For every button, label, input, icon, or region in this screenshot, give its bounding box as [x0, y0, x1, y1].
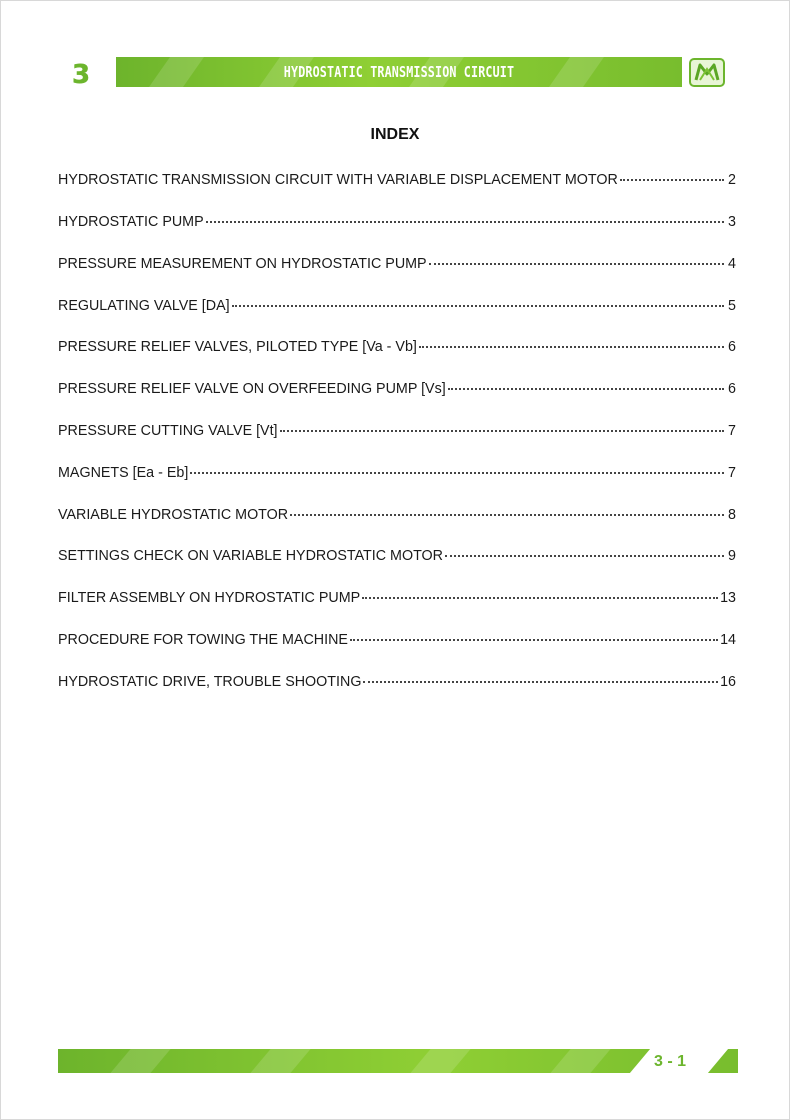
toc-entry[interactable]: [58, 502, 736, 544]
dot-leader: [429, 249, 724, 265]
toc-entry-page: 8: [728, 506, 736, 523]
dot-leader: [363, 667, 718, 683]
dot-leader: [362, 583, 718, 599]
toc-entry[interactable]: [58, 377, 736, 419]
toc-entry[interactable]: [58, 628, 736, 670]
toc-entry-label: PRESSURE RELIEF VALVES, PILOTED TYPE [Va - Vb]: [58, 339, 417, 356]
toc-entry[interactable]: [58, 335, 736, 377]
toc-entry-page: 6: [728, 339, 736, 356]
dot-leader: [232, 290, 724, 306]
chapter-title: HYDROSTATIC TRANSMISSION CIRCUIT: [283, 63, 515, 81]
toc-entry-label: HYDROSTATIC DRIVE, TROUBLE SHOOTING: [58, 673, 362, 690]
toc-entry-page: 3: [728, 214, 736, 231]
toc-entry-page: 16: [720, 673, 736, 690]
toc-entry[interactable]: [58, 210, 736, 252]
toc-entry-page: 7: [728, 464, 736, 481]
dot-leader: [448, 374, 724, 390]
toc-entry-label: VARIABLE HYDROSTATIC MOTOR: [58, 506, 289, 523]
toc-entry[interactable]: [58, 168, 736, 210]
toc-entry[interactable]: [58, 670, 736, 712]
table-of-contents: [58, 168, 736, 711]
dot-leader: [350, 625, 718, 641]
toc-entry[interactable]: [58, 461, 736, 503]
toc-entry-label: PRESSURE MEASUREMENT ON HYDROSTATIC PUMP: [58, 255, 427, 272]
chapter-number: 3: [72, 60, 91, 90]
toc-entry-label: HYDROSTATIC PUMP: [58, 214, 204, 231]
toc-entry-page: 2: [728, 172, 736, 189]
toc-entry-page: 6: [728, 381, 736, 398]
dot-leader: [206, 207, 724, 223]
toc-entry[interactable]: [58, 544, 736, 586]
dot-leader: [620, 165, 724, 181]
toc-entry[interactable]: [58, 252, 736, 294]
toc-entry-page: 13: [720, 590, 736, 607]
toc-entry-page: 4: [728, 255, 736, 272]
toc-entry-label: PRESSURE RELIEF VALVE ON OVERFEEDING PUMP [Vs]: [58, 381, 446, 398]
brand-logo-icon: [689, 58, 725, 87]
toc-entry-label: SETTINGS CHECK ON VARIABLE HYDROSTATIC MOTOR: [58, 548, 444, 565]
index-heading: INDEX: [370, 126, 420, 143]
dot-leader: [190, 458, 724, 474]
toc-entry[interactable]: [58, 586, 736, 628]
toc-entry[interactable]: [58, 419, 736, 461]
toc-entry-page: 5: [728, 297, 736, 314]
toc-entry-label: REGULATING VALVE [DA]: [58, 297, 230, 314]
dot-leader: [419, 332, 724, 348]
toc-entry-label: PRESSURE CUTTING VALVE [Vt]: [58, 423, 278, 440]
page-number: 3 - 1: [653, 1053, 686, 1070]
toc-entry-label: PROCEDURE FOR TOWING THE MACHINE: [58, 632, 348, 649]
toc-entry-page: 7: [728, 423, 736, 440]
dot-leader: [290, 499, 724, 515]
toc-entry-label: FILTER ASSEMBLY ON HYDROSTATIC PUMP: [58, 590, 361, 607]
toc-entry-label: MAGNETS [Ea - Eb]: [58, 464, 189, 481]
toc-entry-page: 14: [720, 632, 736, 649]
dot-leader: [280, 416, 724, 432]
toc-entry-label: HYDROSTATIC TRANSMISSION CIRCUIT WITH VARIABLE DISPLACEMENT MOTOR: [58, 172, 618, 189]
toc-entry-page: 9: [728, 548, 736, 565]
header-bar: [116, 57, 682, 87]
dot-leader: [445, 541, 724, 557]
toc-entry[interactable]: [58, 293, 736, 335]
